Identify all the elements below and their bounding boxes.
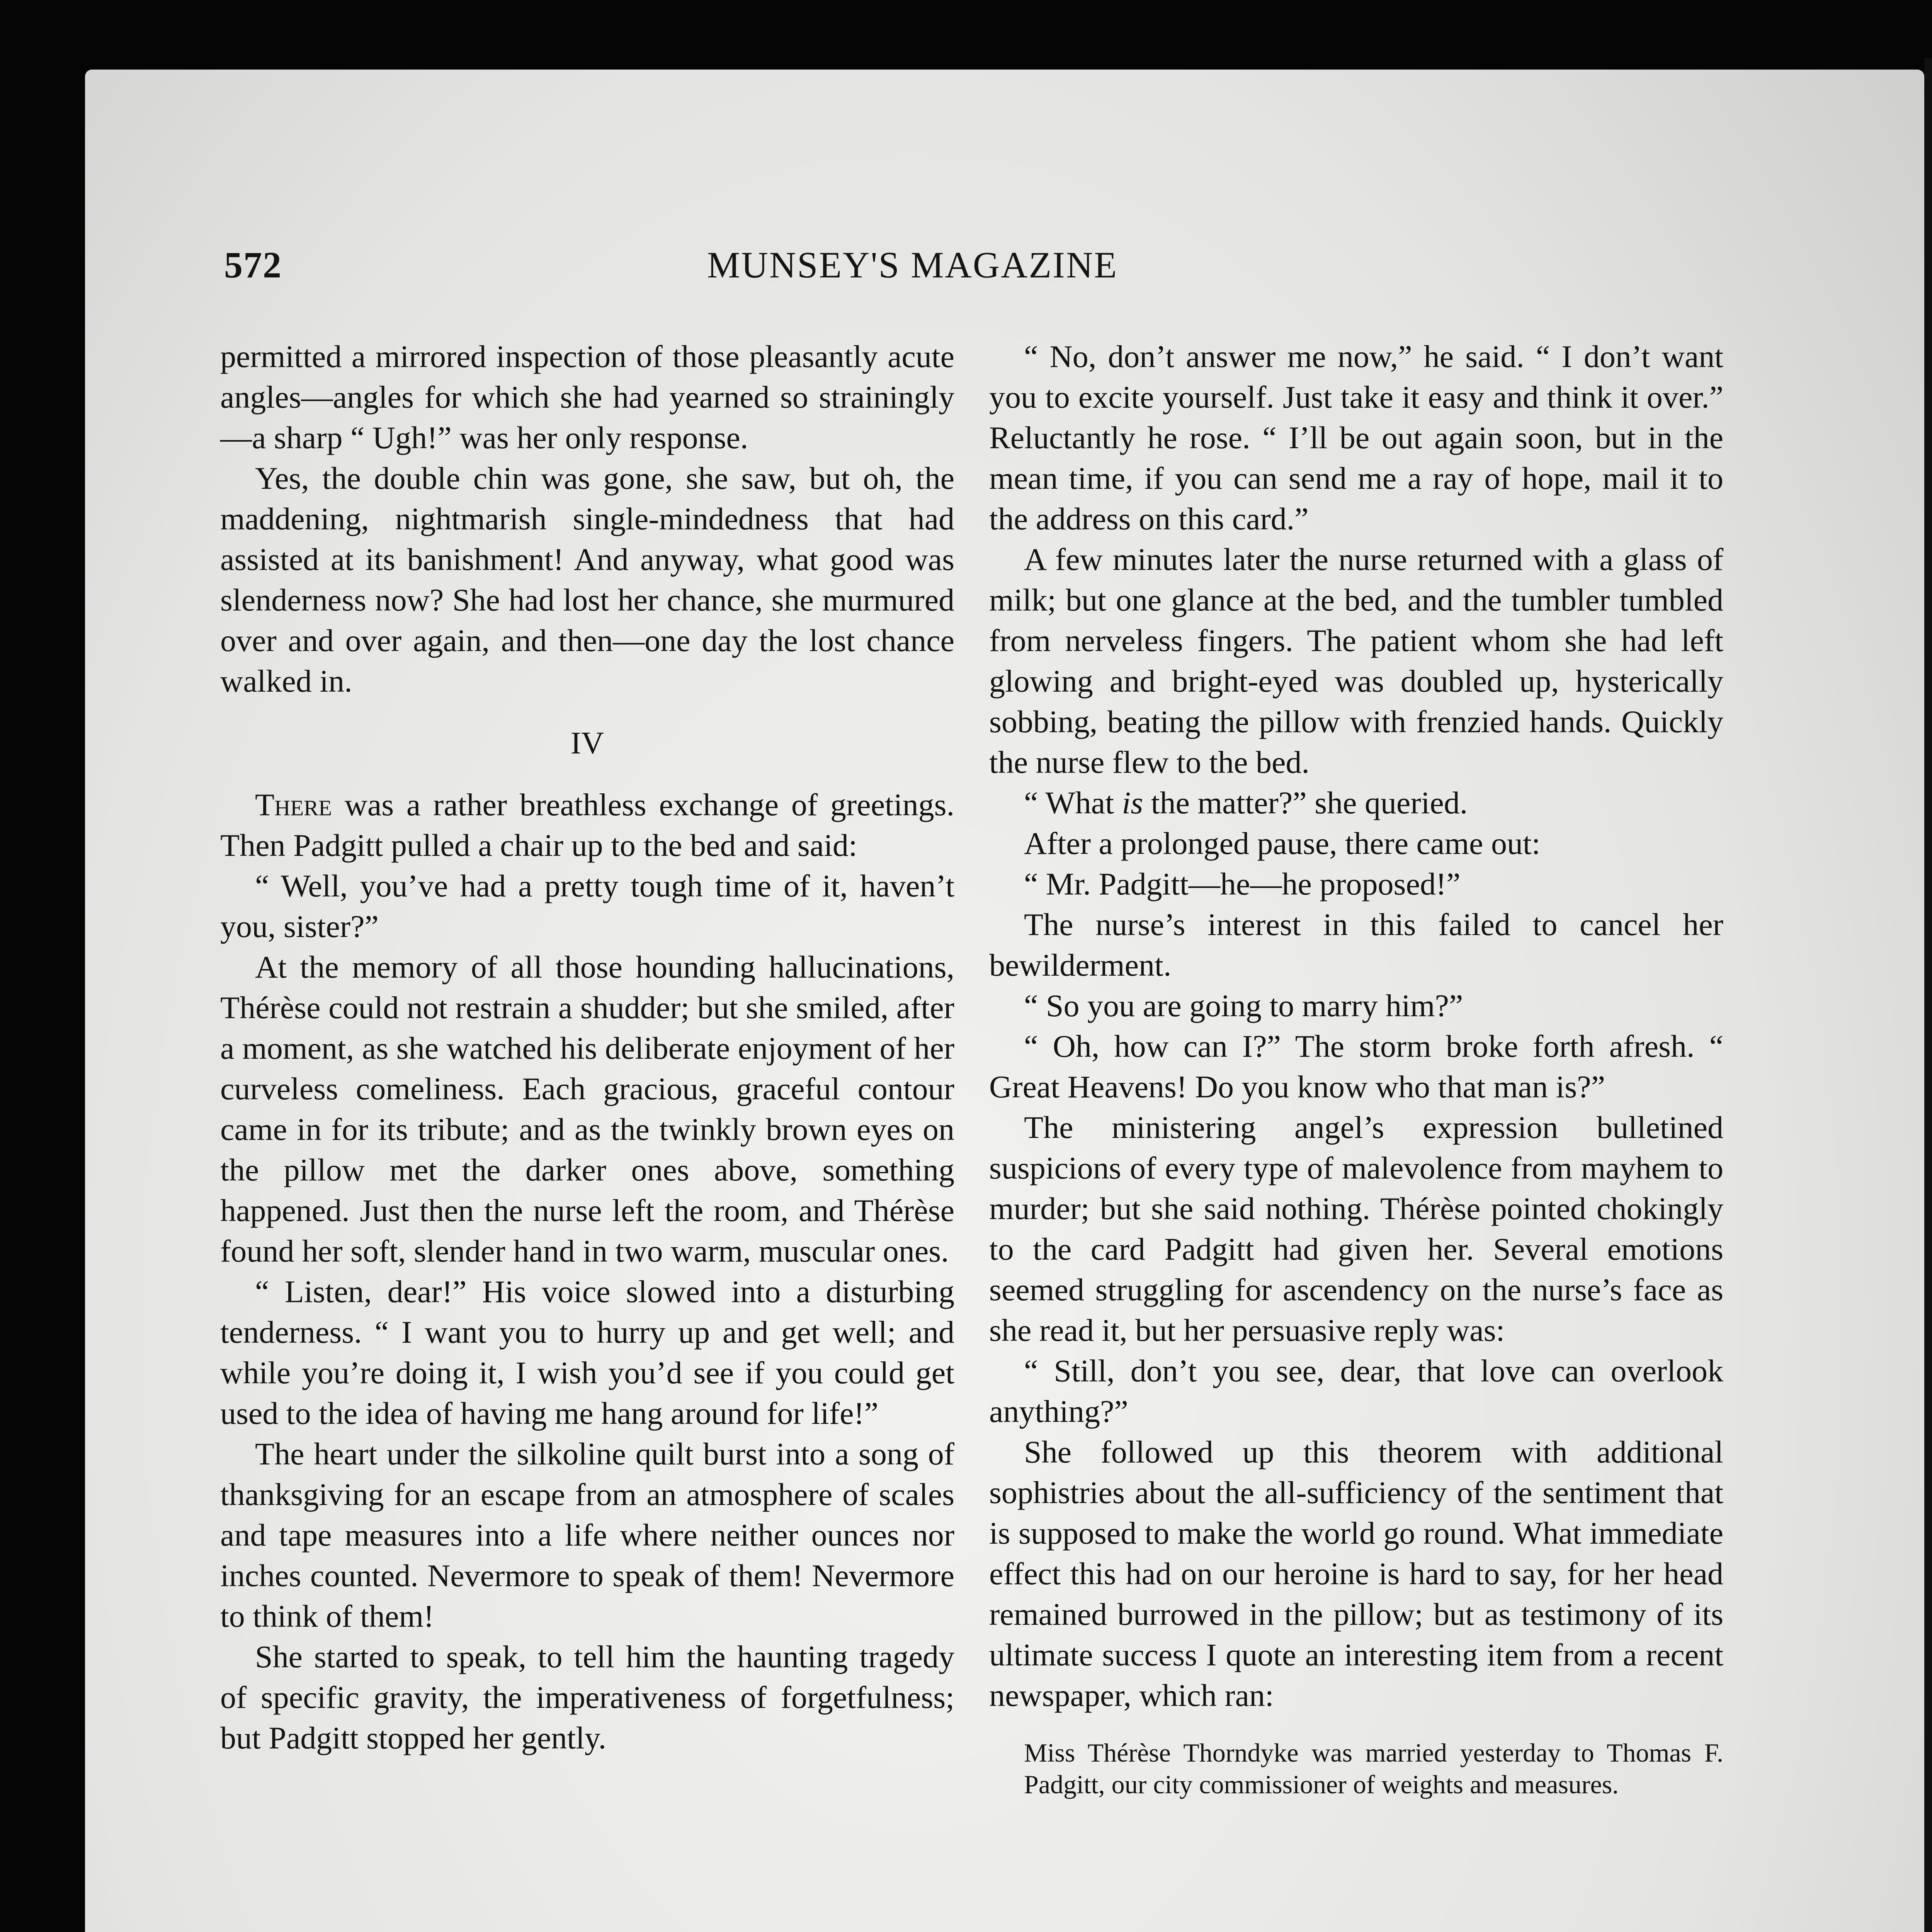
paragraph: A few minutes later the nurse returned with a glass of milk; but one glance at the bed, and the tumbler tumbled from nerveless fingers. The patient whom she had left glowing and bright-eyed was doubled up, hysterically sobbing, beating the pillow with frenzied hands. Quickly the nurse flew to the bed.	[989, 542, 1723, 780]
right-column	[989, 336, 1723, 1800]
drop-lead-word: There	[255, 787, 332, 822]
running-head: MUNSEY'S MAGAZINE	[707, 244, 1118, 286]
paragraph: “ Mr. Padgitt—he—he proposed!”	[1024, 866, 1461, 901]
newspaper-quote: Miss Thérèse Thorndyke was married yesterday to Thomas F. Padgitt, our city commissioner of weights and measures.	[1024, 1738, 1723, 1799]
paragraph: “ Well, you’ve had a pretty tough time of it, haven’t you, sister?”	[220, 868, 954, 944]
paragraph: Yes, the double chin was gone, she saw, but oh, the maddening, nightmarish single-mindedness that had assisted at its banishment! And anyway, what good was slenderness now? She had lost her chance, she murmured over and over again, and then—one day the lost chance walked in.	[220, 461, 954, 699]
section-number: IV	[570, 725, 604, 760]
paragraph-text: was a rather breathless exchange of greetings. Then Padgitt pulled a chair up to the bed and said:	[220, 787, 954, 863]
binding-gutter	[1924, 58, 1932, 1932]
paragraph: After a prolonged pause, there came out:	[1024, 826, 1541, 861]
paragraph: The heart under the silkoline quilt burst into a song of thanksgiving for an escape from an atmosphere of scales and tape measures into a life where neither ounces nor inches counted. Nevermore to speak of them! Nevermore to think of them!	[220, 1436, 954, 1634]
paragraph: She followed up this theorem with additional sophistries about the all-sufficiency of the sentiment that is supposed to make the world go round. What immediate effect this had on our heroine is hard to say, for her head remained burrowed in the pillow; but as testimony of its ultimate success I quote an interesting item from a recent newspaper, which ran:	[989, 1434, 1723, 1713]
page-number: 572	[224, 244, 282, 286]
paragraph: “ So you are going to marry him?”	[1024, 988, 1463, 1023]
paragraph: permitted a mirrored inspection of those pleasantly acute angles—angles for which she had yearned so strainingly—a sharp “ Ugh!” was her only response.	[220, 339, 954, 455]
paragraph: “ Still, don’t you see, dear, that love can overlook anything?”	[989, 1353, 1723, 1429]
paragraph: The ministering angel’s expression bulletined suspicions of every type of malevolence from mayhem to murder; but she said nothing. Thérèse pointed chokingly to the card Padgitt had given her. Several emotions seemed struggling for ascendency on the nurse’s face as she read it, but her persuasive reply was:	[989, 1110, 1723, 1348]
paragraph: The nurse’s interest in this failed to cancel her bewilderment.	[989, 907, 1723, 983]
paragraph: At the memory of all those hounding hallucinations, Thérèse could not restrain a shudder; but she smiled, after a moment, as she watched his deliberate enjoyment of her curveless comeliness. Each gracious, graceful contour came in for its tribute; and as the twinkly brown eyes on the pillow met the darker ones above, something happened. Just then the nurse left the room, and Thérèse found her soft, slender hand in two warm, muscular ones.	[220, 949, 954, 1269]
paragraph: “ Listen, dear!” His voice slowed into a disturbing tenderness. “ I want you to hurry up and get well; and while you’re doing it, I wish you’d see if you could get used to the idea of having me hang around for life!”	[220, 1274, 954, 1431]
paragraph-text: “ What	[1024, 785, 1122, 820]
paragraph-text: the matter?” she queried.	[1143, 785, 1468, 820]
paragraph	[220, 784, 954, 866]
paragraph: “ Oh, how can I?” The storm broke forth afresh. “ Great Heavens! Do you know who that man is?”	[989, 1029, 1723, 1104]
paragraph: “ No, don’t answer me now,” he said. “ I don’t want you to excite yourself. Just take it easy and think it over.” Reluctantly he rose. “ I’ll be out again soon, but in the mean time, if you can send me a ray of hope, mail it to the address on this card.”	[989, 339, 1723, 536]
left-column	[220, 336, 954, 1758]
paragraph: She started to speak, to tell him the haunting tragedy of specific gravity, the imperativeness of forgetfulness; but Padgitt stopped her gently.	[220, 1639, 954, 1755]
emphasis-word: is	[1122, 785, 1143, 820]
paragraph	[989, 782, 1723, 823]
